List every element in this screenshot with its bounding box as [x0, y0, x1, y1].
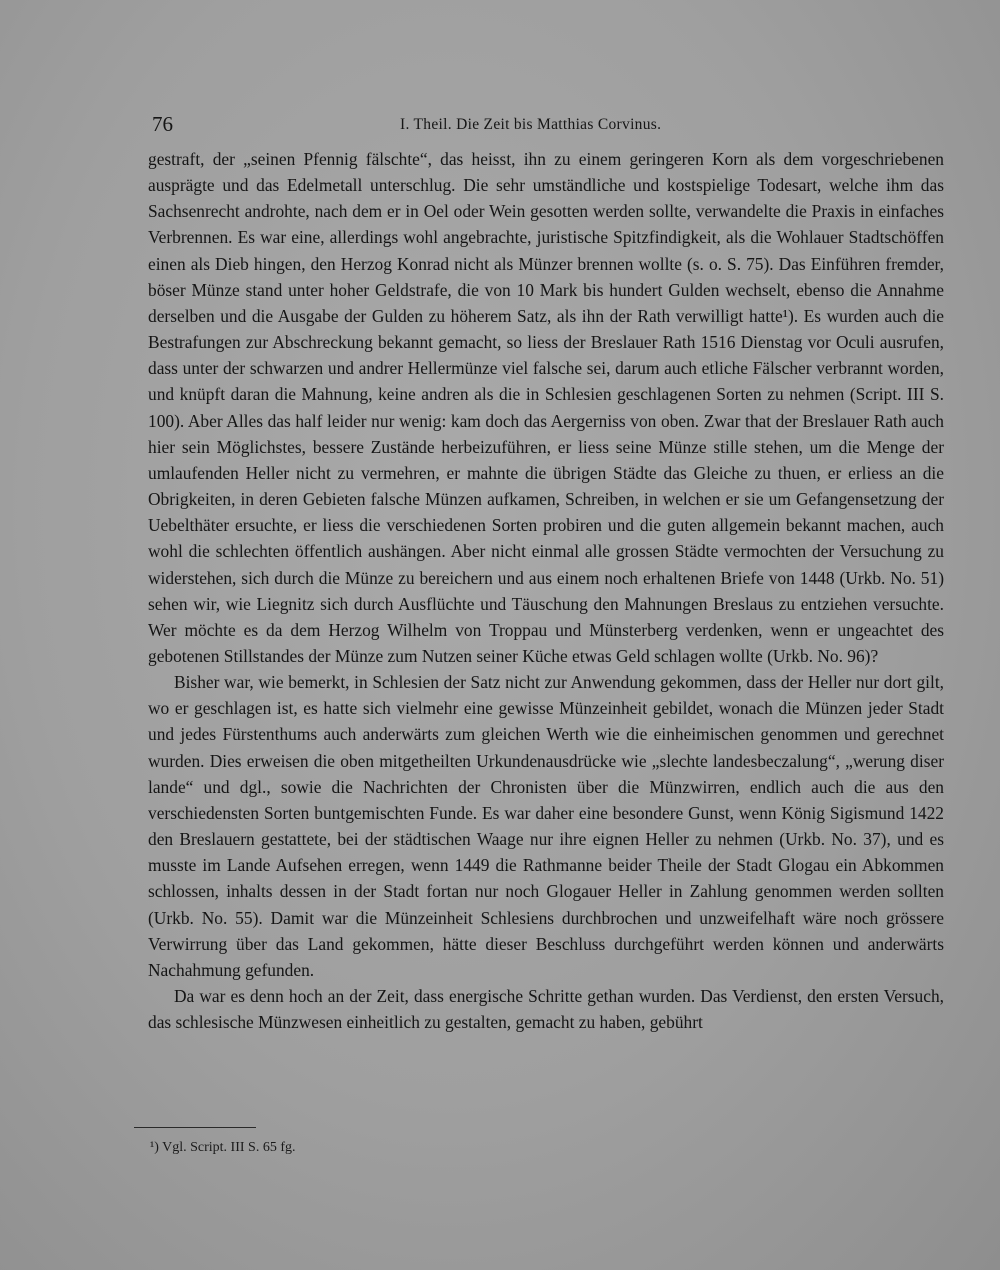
footnote: ¹) Vgl. Script. III S. 65 fg.: [150, 1140, 296, 1155]
page-header: [152, 112, 942, 140]
running-head: I. Theil. Die Zeit bis Matthias Corvinus.: [400, 116, 662, 133]
page-number: 76: [152, 112, 173, 136]
paragraph-3: Da war es denn hoch an der Zeit, dass energische Schritte gethan wurden. Das Verdienst, den ersten Versuch, das schlesische Münzwesen einheitlich zu gestalten, gemacht zu haben, gebührt: [148, 986, 944, 1033]
paragraph-2: Bisher war, wie bemerkt, in Schlesien der Satz nicht zur Anwendung gekommen, dass der Heller nur dort gilt, wo er geschlagen ist, es hatte sich vielmehr eine gewisse Münzeinheit gebildet, wonach die Münzen jeder Stadt und jedes Fürstenthums auch anderwärts zum gleichen Werth wie die einheimischen genommen und gerechnet wurden. Dies erweisen die oben mitgetheilten Urkundenausdrücke wie „slechte landesbeczalung“, „werung diser lande“ und dgl., sowie die Nachrichten der Chronisten über die Münzwirren, endlich auch die aus den verschiedensten Sorten buntgemischten Funde. Es war daher eine besondere Gunst, wenn König Sigismund 1422 den Breslauern gestattete, bei der städtischen Waage nur ihre eignen Heller zu nehmen (Urkb. No. 37), und es musste im Lande Aufsehen erregen, wenn 1449 die Rathmanne beider Theile der Stadt Glogau ein Abkommen schlossen, inhalts dessen in der Stadt fortan nur noch Glogauer Heller in Zahlung genommen werden sollten (Urkb. No. 55). Damit war die Münzeinheit Schlesiens durchbrochen und unzweifelhaft wäre noch grössere Verwirrung über das Land gekommen, hätte dieser Beschluss durchgeführt werden können und anderwärts Nachahmung gefunden.: [148, 672, 944, 980]
paragraph-1: gestraft, der „seinen Pfennig fälschte“, das heisst, ihn zu einem geringeren Korn als dem vorgeschriebenen ausprägte und das Edelmetall unterschlug. Die sehr umständliche und kostspielige Todesart, welche ihm das Sachsenrecht androhte, nach dem er in Oel oder Wein gesotten werden sollte, verwandelte die Praxis in einfaches Verbrennen. Es war eine, allerdings wohl angebrachte, juristische Spitzfindigkeit, als die Wohlauer Stadtschöffen einen als Dieb hingen, den Herzog Konrad nicht als Münzer brennen wollte (s. o. S. 75). Das Einführen fremder, böser Münze stand unter hoher Geldstrafe, die von 10 Mark bis hundert Gulden wechselt, ebenso die Annahme derselben und die Ausgabe der Gulden zu höherem Satz, als ihn der Rath verwilligt hatte¹). Es wurden auch die Bestrafungen zur Abschreckung bekannt gemacht, so liess der Breslauer Rath 1516 Dienstag vor Oculi ausrufen, dass unter der schwarzen und andrer Hellermünze viel falsche sei, darum auch etliche Fälscher verbrannt worden, und knüpft daran die Mahnung, keine andren als die in Schlesien geschlagenen Sorten zu nehmen (Script. III S. 100). Aber Alles das half leider nur wenig: kam doch das Aergerniss von oben. Zwar that der Breslauer Rath auch hier sein Möglichstes, bessere Zustände herbeizuführen, er liess seine Münze stille stehen, um die Menge der umlaufenden Heller nicht zu vermehren, er mahnte die übrigen Städte das Gleiche zu thuen, er erliess an die Obrigkeiten, in deren Gebieten falsche Münzen aufkamen, Schreiben, in welchen er sie um Gefangensetzung der Uebelthäter ersuchte, er liess die verschiedenen Sorten probiren und die guten allgemein bekannt machen, auch wohl die schlechten öffentlich aushängen. Aber nicht einmal alle grossen Städte vermochten der Versuchung zu widerstehen, sich durch die Münze zu bereichern und aus einem noch erhaltenen Briefe von 1448 (Urkb. No. 51) sehen wir, wie Liegnitz sich durch Ausflüchte und Täuschung den Mahnungen Breslaus zu entziehen versuchte. Wer möchte es da dem Herzog Wilhelm von Troppau und Münsterberg verdenken, wenn er ungeachtet des gebotenen Stillstandes der Münze zum Nutzen seiner Küche etwas Geld schlagen wollte (Urkb. No. 96)?: [148, 149, 944, 666]
body-text: [148, 146, 944, 1035]
footnote-divider: [134, 1127, 256, 1128]
